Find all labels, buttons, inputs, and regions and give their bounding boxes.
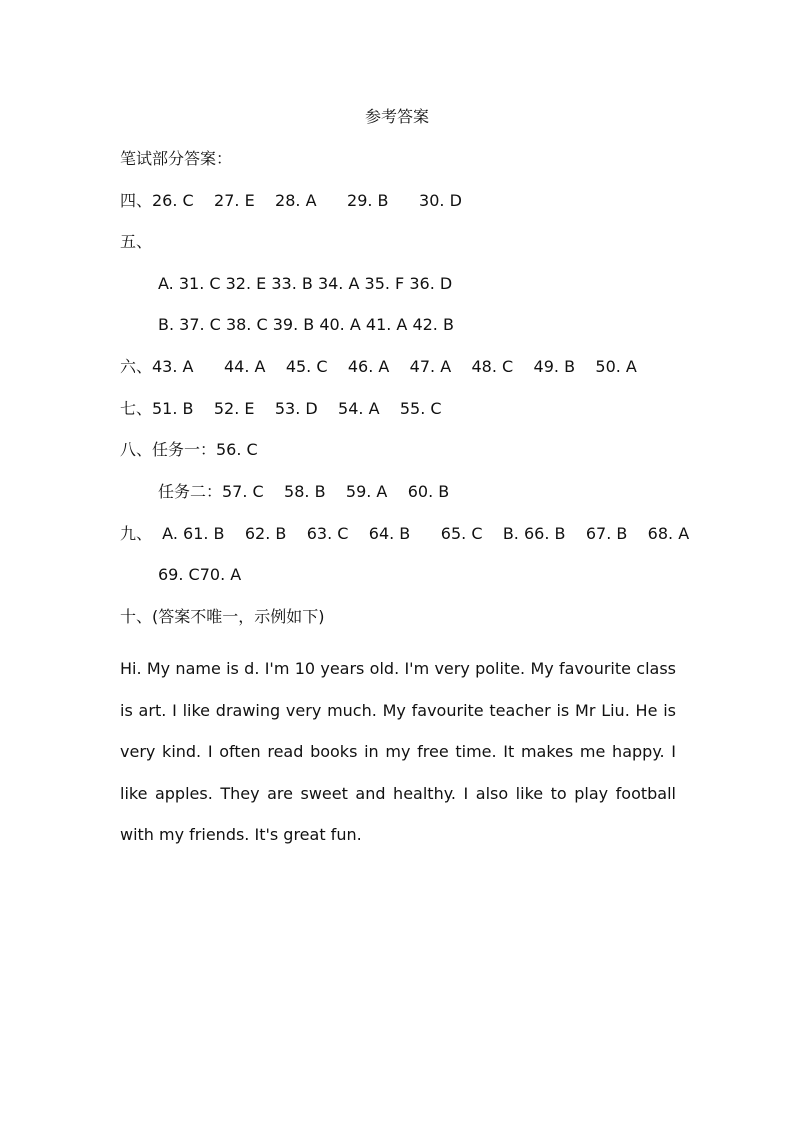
section-9-answers: 九、 A. 61. B 62. B 63. C 64. B 65. C B. 66. B 67. B 68. A	[120, 524, 690, 543]
page-title: 参考答案	[364, 107, 429, 126]
section-7-answers: 七、51. B 52. E 53. D 54. A 55. C	[120, 399, 442, 418]
section-5-part-a: A. 31. C 32. E 33. B 34. A 35. F 36. D	[158, 274, 453, 293]
section-8-task-2: 任务二：57. C 58. B 59. A 60. B	[158, 482, 450, 501]
section-5-part-b: B. 37. C 38. C 39. B 40. A 41. A 42. B	[158, 315, 454, 334]
section-4-answers: 四、26. C 27. E 28. A 29. B 30. D	[120, 191, 462, 210]
section-6-answers: 六、43. A 44. A 45. C 46. A 47. A 48. C 49. B 50. A	[120, 357, 637, 376]
section-5-heading: 五、	[120, 232, 153, 251]
section-10-heading: 十、(答案不唯一，示例如下)	[120, 607, 325, 626]
section-8-task-1: 八、任务一：56. C	[120, 440, 258, 459]
section-9-continued: 69. C70. A	[158, 565, 242, 584]
section-subtitle: 笔试部分答案：	[120, 149, 233, 168]
sample-essay: Hi. My name is d. I'm 10 years old. I'm very polite. My favourite class is art. I like drawing very much. My favourite teacher is Mr Liu. He is very kind. I often read books in my free time. It makes me happy. I like apples. They are sweet and healthy. I also like to play football with my friends. It's great fun.	[120, 659, 676, 845]
